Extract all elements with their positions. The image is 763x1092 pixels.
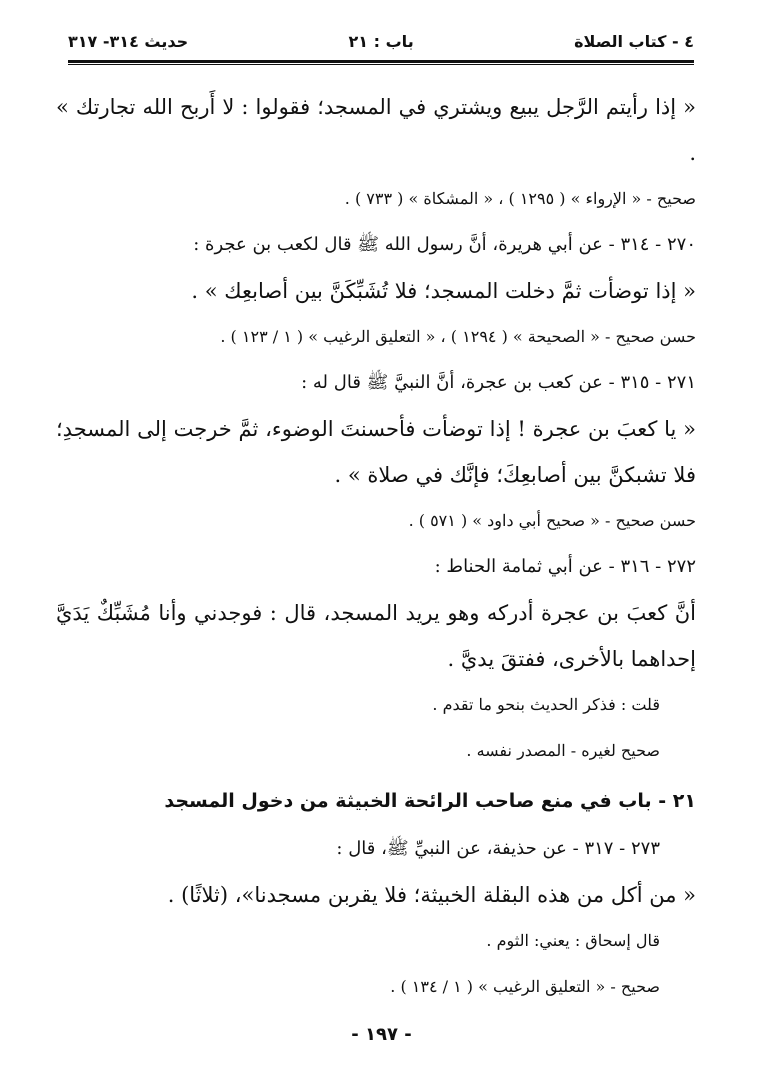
hadith-chain: ٢٧١ - ٣١٥ - عن كعب بن عجرة، أنَّ النبيَّ ﷺ قال له :: [301, 372, 696, 393]
hadith-chain: ٢٧٣ - ٣١٧ - عن حذيفة، عن النبيِّ ﷺ، قال :: [336, 838, 660, 859]
chapter-heading: ٢١ - باب في منع صاحب الرائحة الخبيثة من دخول المسجد: [164, 790, 696, 812]
hadith-chain: ٢٧٢ - ٣١٦ - عن أبي ثمامة الحناط :: [434, 556, 696, 577]
header-rule-thick: [68, 60, 694, 63]
grading-line: صحيح - « التعليق الرغيب » ( ١ / ١٣٤ ) .: [390, 977, 660, 996]
page-body: [56, 84, 696, 1010]
hadith-range: حديث ٣١٤- ٣١٧: [68, 31, 189, 51]
grading-line: صحيح لغيره - المصدر نفسه .: [466, 741, 660, 760]
hadith-text: « يا كعبَ بن عجرة ! إذا توضأت فأحسنتَ الوضوء، ثمَّ خرجت إلى المسجدِ؛ فلا تشبكنَّ بين أصابعِكَ؛ فإنَّك في صلاة » .: [56, 417, 696, 487]
chapter-label: باب : ٢١: [348, 31, 414, 51]
grading-line: حسن صحيح - « صحيح أبي داود » ( ٥٧١ ) .: [408, 511, 696, 530]
page-number: - ١٩٧ -: [351, 1024, 412, 1045]
author-note: قلت : فذكر الحديث بنحو ما تقدم .: [432, 695, 660, 714]
header-rule-thin: [68, 64, 694, 65]
grading-line: حسن صحيح - « الصحيحة » ( ١٢٩٤ ) ، « التعليق الرغيب » ( ١ / ١٢٣ ) .: [220, 327, 696, 346]
hadith-text: أنَّ كعبَ بن عجرة أدركه وهو يريد المسجد، قال : فوجدني وأنا مُشَبِّكٌ يَدَيَّ إحداهما بالأخرى، ففتقَ يديَّ .: [56, 601, 696, 671]
running-header: [68, 28, 694, 54]
book-title: ٤ - كتاب الصلاة: [574, 31, 694, 51]
grading-line: صحيح - « الإرواء » ( ١٢٩٥ ) ، « المشكاة » ( ٧٣٣ ) .: [344, 189, 696, 208]
hadith-text: « إذا توضأت ثمَّ دخلت المسجد؛ فلا تُشَبِّكَنَّ بين أصابعِك » .: [191, 279, 696, 303]
hadith-chain: ٢٧٠ - ٣١٤ - عن أبي هريرة، أنَّ رسول الله ﷺ قال لكعب بن عجرة :: [193, 234, 696, 255]
hadith-text: « من أكل من هذه البقلة الخبيثة؛ فلا يقربن مسجدنا»، (ثلاثًا) .: [167, 883, 696, 907]
author-note: قال إسحاق : يعني: الثوم .: [486, 931, 660, 950]
hadith-text: « إذا رأيتم الرَّجل يبيع ويشتري في المسجد؛ فقولوا : لا أَربح الله تجارتك » .: [56, 95, 696, 165]
